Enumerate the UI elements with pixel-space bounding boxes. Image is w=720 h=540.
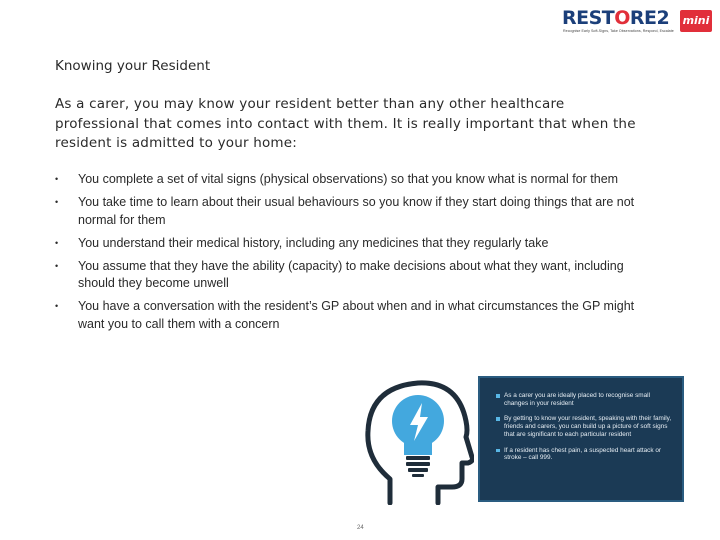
- bullet-square-icon: [496, 394, 500, 398]
- logo-mini-badge: mini: [680, 10, 712, 32]
- intro-paragraph: As a carer, you may know your resident better than any other healthcare professional that comes into contact with them. It is really important that when the resident is admitted to your home:: [55, 96, 636, 151]
- bullet-dot: •: [55, 260, 59, 271]
- bullet-list: [55, 171, 655, 339]
- page-number: 24: [357, 525, 364, 531]
- head-lightbulb-icon: [362, 375, 474, 505]
- bullet-square-icon: [496, 449, 500, 453]
- list-item: As a carer you are ideally placed to recognise small changes in your resident: [496, 392, 674, 407]
- list-item: • You complete a set of vital signs (physical observations) so that you know what is normal for them: [55, 171, 655, 189]
- restore2-mini-logo: [562, 8, 712, 36]
- page-title: Knowing your Resident: [55, 58, 211, 74]
- logo-wordmark: RESTORE2: [562, 7, 670, 29]
- list-item: If a resident has chest pain, a suspected heart attack or stroke – call 999.: [496, 447, 674, 462]
- bullet-dot: •: [55, 301, 59, 311]
- list-item: • You assume that they have the ability (capacity) to make decisions about what they want, including should they become unwell: [55, 258, 624, 290]
- list-item: • You take time to learn about their usual behaviours so you know if they start doing things that are not normal for them: [55, 195, 635, 227]
- key-points-box: [478, 376, 684, 502]
- bullet-square-icon: [496, 417, 500, 421]
- list-item: By getting to know your resident, speaking with their family, friends and carers, you can build up a picture of soft signs that are significant to each particular resident: [496, 415, 674, 438]
- bullet-dot: •: [55, 174, 59, 184]
- bullet-dot: •: [55, 197, 59, 207]
- logo-tagline: Recognise Early Soft-Signs, Take Observations, Respond, Escalate: [563, 29, 674, 33]
- bullet-dot: •: [55, 237, 59, 248]
- list-item: • You understand their medical history, including any medicines that they regularly take: [55, 235, 655, 253]
- list-item: • You have a conversation with the resident’s GP about when and in what circumstances the GP might want you to call them with a concern: [55, 299, 635, 331]
